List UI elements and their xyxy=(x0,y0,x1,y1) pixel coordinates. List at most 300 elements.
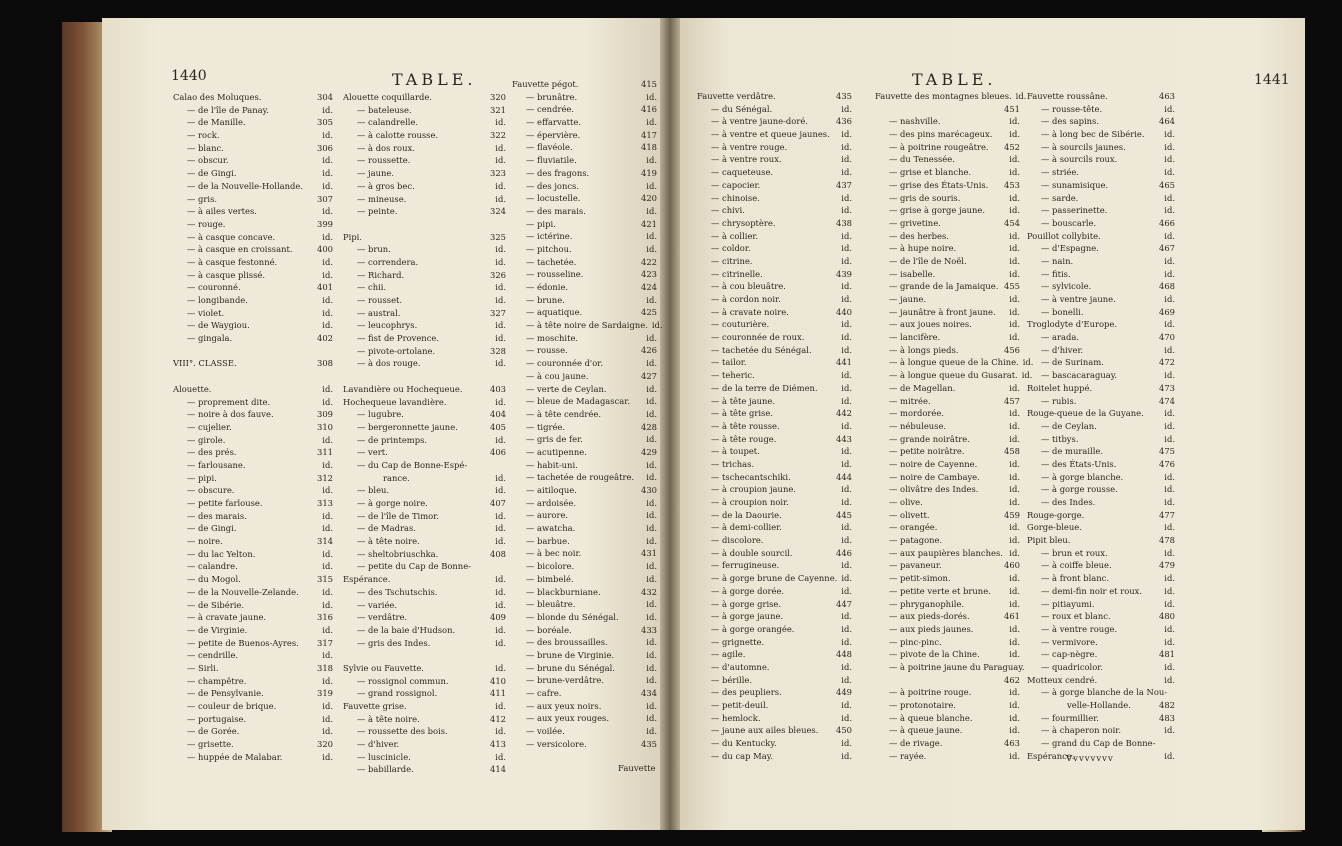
entry-page: id. xyxy=(841,192,852,203)
entry-page: 455 xyxy=(1004,281,1020,292)
entry-page: id. xyxy=(1009,471,1020,482)
index-entry xyxy=(875,369,1033,382)
index-entry xyxy=(1027,509,1175,522)
entry-term: — de Pensylvanie. xyxy=(187,688,264,699)
entry-term: — sylvicole. xyxy=(1041,281,1092,292)
entry-page: 454 xyxy=(1004,217,1020,228)
entry-term: — nashville. xyxy=(889,116,941,127)
index-entry xyxy=(173,345,333,358)
entry-term: — à collier. xyxy=(711,230,759,241)
entry-page: id. xyxy=(1021,370,1033,381)
index-entry xyxy=(697,534,852,547)
entry-page: id. xyxy=(1009,268,1020,279)
index-entry xyxy=(875,230,1020,243)
index-entry xyxy=(173,535,333,548)
entry-page: id. xyxy=(841,446,852,457)
index-entry xyxy=(1027,293,1175,306)
entry-page: id. xyxy=(1009,420,1020,431)
entry-term: — à ventre rouge. xyxy=(1041,623,1118,634)
entry-term: — à front blanc. xyxy=(1041,573,1110,584)
index-entry xyxy=(875,699,1020,712)
index-entry xyxy=(343,649,506,662)
entry-term: — des fragons. xyxy=(526,167,590,178)
entry-term: — de Gorée. xyxy=(187,726,240,737)
index-entry xyxy=(512,141,657,154)
index-entry xyxy=(512,560,657,573)
entry-page: 428 xyxy=(641,421,657,432)
entry-page: 413 xyxy=(490,739,506,750)
index-entry xyxy=(173,548,333,561)
entry-page: id. xyxy=(495,193,506,204)
entry-term: — de rivage. xyxy=(889,738,943,749)
entry-page: id. xyxy=(1009,535,1020,546)
entry-term: — cafre. xyxy=(526,688,562,698)
entry-page: 320 xyxy=(317,739,333,750)
entry-page: id. xyxy=(841,560,852,571)
entry-page: id. xyxy=(495,586,506,597)
entry-term: — calandrelle. xyxy=(357,117,419,128)
entry-term: — olivett. xyxy=(889,509,930,520)
entry-term: — de Waygiou. xyxy=(187,320,250,331)
entry-term: — violet. xyxy=(187,307,225,318)
entry-page: id. xyxy=(841,458,852,469)
index-entry xyxy=(173,586,333,599)
entry-term: — phryganophile. xyxy=(889,598,965,609)
index-entry xyxy=(1027,395,1175,408)
index-entry xyxy=(1027,699,1175,712)
entry-term: — des marais. xyxy=(526,205,586,216)
index-entry xyxy=(343,713,506,726)
index-entry xyxy=(697,115,852,128)
index-entry xyxy=(697,395,852,408)
entry-term: — portugaise. xyxy=(187,713,247,724)
index-entry xyxy=(697,737,852,750)
index-entry xyxy=(343,205,506,218)
entry-term: — à ventre rouge. xyxy=(711,141,788,152)
index-entry xyxy=(512,598,657,611)
entry-term: — du Tenessée. xyxy=(889,154,955,165)
entry-page: 453 xyxy=(1004,179,1020,190)
entry-page: id. xyxy=(646,243,657,254)
index-entry xyxy=(173,383,333,396)
index-entry xyxy=(697,153,852,166)
entry-term: — grande de la Jamaique. xyxy=(889,281,999,292)
entry-term: — à ventre roux. xyxy=(711,154,782,165)
index-entry xyxy=(875,686,1020,699)
index-entry xyxy=(875,737,1020,750)
entry-page: id. xyxy=(646,396,657,407)
entry-page: id. xyxy=(322,459,333,470)
entry-page: 442 xyxy=(836,408,852,419)
entry-page: id. xyxy=(1164,408,1175,419)
entry-term: — caqueteuse. xyxy=(711,167,774,178)
entry-term: — ardoisée. xyxy=(526,497,576,508)
index-entry xyxy=(343,345,506,358)
index-entry xyxy=(173,205,333,218)
index-entry xyxy=(173,180,333,193)
index-entry xyxy=(512,78,657,91)
entry-term: — grand du Cap de Bonne- xyxy=(1041,738,1156,749)
entry-term: — des herbes. xyxy=(889,230,949,241)
entry-page: 318 xyxy=(317,662,333,673)
index-entry xyxy=(697,648,852,661)
entry-page: id. xyxy=(1009,687,1020,698)
index-entry xyxy=(343,472,506,485)
entry-page: id. xyxy=(841,700,852,710)
entry-page: id. xyxy=(646,358,657,369)
entry-page: id. xyxy=(646,383,657,394)
index-entry xyxy=(512,268,657,281)
index-entry xyxy=(512,306,657,319)
entry-term: — noire à dos fauve. xyxy=(187,409,274,420)
entry-page: 451 xyxy=(1004,103,1020,114)
entry-page: 410 xyxy=(490,675,506,686)
index-entry xyxy=(512,332,657,345)
entry-page: 435 xyxy=(641,738,657,749)
entry-term: — des États-Unis. xyxy=(1041,458,1117,469)
entry-term: — luscinicle. xyxy=(357,751,411,762)
entry-term: — à cou bleuâtre. xyxy=(711,281,786,292)
index-entry xyxy=(1027,712,1175,725)
entry-page: id. xyxy=(495,624,506,635)
entry-term: — pavaneur. xyxy=(889,560,942,571)
index-entry xyxy=(1027,458,1175,471)
index-entry xyxy=(697,509,852,522)
index-entry xyxy=(512,230,657,243)
index-entry xyxy=(1027,344,1175,357)
entry-term: — à sourcils jaunes. xyxy=(1041,141,1126,152)
entry-page: id. xyxy=(1164,103,1175,114)
entry-term: — à gorge blanche de la Nou- xyxy=(1041,687,1168,698)
entry-term: — à gorge brune de Cayenne. xyxy=(711,573,838,584)
entry-term: — à cou jaune. xyxy=(526,370,589,381)
entry-page: 429 xyxy=(641,446,657,457)
entry-term: — à tête rouge. xyxy=(711,433,777,444)
entry-term: — ictérine. xyxy=(526,231,573,242)
entry-page: 311 xyxy=(317,447,333,458)
entry-term: — pivote de la Chine. xyxy=(889,649,980,660)
entry-term: — huppée de Malabar. xyxy=(187,751,283,762)
entry-page: 313 xyxy=(317,498,333,508)
entry-term: — effarvatte. xyxy=(526,117,582,128)
entry-term: — à ailes vertes. xyxy=(187,206,257,217)
entry-term: — grand rossignol. xyxy=(357,688,438,699)
entry-term: — de Virginie. xyxy=(187,624,248,635)
index-entry xyxy=(1027,610,1175,623)
entry-term: — versicolore. xyxy=(526,738,587,749)
index-entry xyxy=(343,116,506,129)
index-entry xyxy=(173,370,333,383)
entry-page: 446 xyxy=(836,547,852,558)
entry-page: 400 xyxy=(317,244,333,255)
entry-page: id. xyxy=(646,408,657,419)
entry-term: — à tête grise. xyxy=(711,408,773,419)
entry-page: id. xyxy=(841,382,852,393)
entry-term: — de la Nouvelle-Zelande. xyxy=(187,586,299,597)
entry-page: id. xyxy=(322,561,333,572)
entry-page: id. xyxy=(322,130,333,141)
entry-page: id. xyxy=(646,231,657,242)
index-entry xyxy=(1027,90,1175,103)
entry-page: 469 xyxy=(1159,306,1175,317)
index-entry xyxy=(343,611,506,624)
entry-page: id. xyxy=(1009,332,1020,343)
entry-term: — blackburniane. xyxy=(526,586,601,597)
entry-term: — titbys. xyxy=(1041,433,1079,444)
entry-term: — roux et blanc. xyxy=(1041,611,1111,622)
index-entry xyxy=(875,115,1020,128)
index-entry xyxy=(343,725,506,738)
right-page-heading: TABLE. xyxy=(912,70,997,89)
entry-page: id. xyxy=(841,661,852,672)
entry-term: — vert. xyxy=(357,447,388,458)
index-entry xyxy=(875,306,1020,319)
entry-term: — longibande. xyxy=(187,295,248,305)
index-entry xyxy=(1027,420,1175,433)
entry-term: — de Gingi. xyxy=(187,523,237,534)
entry-page: id. xyxy=(1009,636,1020,647)
entry-term: Motteux cendré. xyxy=(1027,674,1098,685)
entry-term: — de la Daourie. xyxy=(711,509,782,520)
entry-page: id. xyxy=(841,585,852,596)
entry-page: 319 xyxy=(317,688,333,699)
entry-page: 423 xyxy=(641,269,657,280)
index-entry xyxy=(512,636,657,649)
entry-term: — bascacaraguay. xyxy=(1041,370,1118,381)
index-entry xyxy=(1027,674,1175,687)
entry-term: — de la Nouvelle-Hollande. xyxy=(187,180,304,191)
entry-term: — rousseline. xyxy=(526,269,584,280)
entry-term: — olivâtre des Indes. xyxy=(889,484,979,495)
entry-page: 472 xyxy=(1159,357,1175,368)
entry-term: — petite verte et brune. xyxy=(889,585,991,596)
entry-term: — de muraille. xyxy=(1041,446,1104,457)
entry-page: 325 xyxy=(490,231,506,242)
index-entry xyxy=(512,649,657,662)
index-entry xyxy=(343,91,506,104)
entry-term: Sylvie ou Fauvette. xyxy=(343,662,424,673)
left-page-number: 1440 xyxy=(171,68,207,84)
entry-page: id. xyxy=(841,319,852,330)
entry-page: id. xyxy=(1009,649,1020,660)
entry-term: — quadricolor. xyxy=(1041,661,1104,672)
entry-term: — à ventre et queue jaunes. xyxy=(711,129,830,140)
entry-term: Rouge-gorge. xyxy=(1027,509,1085,520)
entry-term: — à double sourcil. xyxy=(711,547,793,558)
entry-page: id. xyxy=(841,535,852,546)
entry-term: — chrysoptère. xyxy=(711,217,776,228)
entry-page: 449 xyxy=(836,687,852,698)
entry-term: Lavandière ou Hochequeue. xyxy=(343,383,463,394)
index-entry xyxy=(173,725,333,738)
index-entry xyxy=(697,483,852,496)
entry-page: 467 xyxy=(1159,243,1175,254)
entry-term: — rousse. xyxy=(526,345,568,356)
index-entry xyxy=(343,180,506,193)
entry-page: id. xyxy=(1009,382,1020,393)
entry-page: id. xyxy=(841,611,852,622)
entry-page: id. xyxy=(1009,255,1020,266)
entry-page: 461 xyxy=(1004,611,1020,622)
entry-page: 414 xyxy=(490,764,506,775)
index-entry xyxy=(875,166,1020,179)
entry-term: Fauvette pégot. xyxy=(512,79,579,89)
entry-term: Espérance. xyxy=(1027,750,1075,761)
entry-term: — chinoise. xyxy=(711,192,760,203)
entry-term: — pipi. xyxy=(187,472,217,483)
index-entry xyxy=(343,573,506,586)
entry-term: — du cap May. xyxy=(711,750,774,761)
index-entry xyxy=(1027,445,1175,458)
entry-term: — peinte. xyxy=(357,206,398,217)
entry-page: 408 xyxy=(490,548,506,559)
entry-term: — cendrée. xyxy=(526,104,575,115)
entry-page: 445 xyxy=(836,509,852,520)
entry-page: 473 xyxy=(1159,382,1175,393)
entry-page: id. xyxy=(495,117,506,128)
entry-page: id. xyxy=(1009,319,1020,330)
index-entry xyxy=(697,445,852,458)
entry-page: id. xyxy=(646,611,657,622)
entry-term: — couronnée d'or. xyxy=(526,358,604,369)
entry-page: 437 xyxy=(836,179,852,190)
entry-term: — grisette. xyxy=(187,739,234,750)
entry-page: id. xyxy=(1164,294,1175,304)
index-entry xyxy=(512,662,657,675)
entry-page: id. xyxy=(1009,116,1020,127)
entry-term: — petite de Buenos-Ayres. xyxy=(187,637,299,648)
index-entry xyxy=(512,611,657,624)
entry-page: 456 xyxy=(1004,344,1020,355)
index-entry xyxy=(1027,471,1175,484)
index-entry xyxy=(343,446,506,459)
entry-term: — à croupion jaune. xyxy=(711,484,796,495)
index-entry xyxy=(173,91,333,104)
entry-term: — awatcha. xyxy=(526,523,576,534)
entry-page: id. xyxy=(841,294,852,304)
entry-page: 459 xyxy=(1004,509,1020,520)
entry-page: id. xyxy=(322,320,333,331)
index-entry xyxy=(173,116,333,129)
entry-page: 479 xyxy=(1159,560,1175,571)
index-entry xyxy=(1027,141,1175,154)
entry-page: id. xyxy=(1164,636,1175,647)
entry-term: — de printemps. xyxy=(357,434,428,445)
entry-term: — à gorge dorée. xyxy=(711,585,785,596)
entry-page: 430 xyxy=(641,485,657,495)
index-entry xyxy=(512,319,663,332)
entry-term: — coldor. xyxy=(711,243,751,254)
entry-page: id. xyxy=(646,535,657,546)
index-entry xyxy=(512,218,657,231)
index-entry xyxy=(875,153,1020,166)
index-entry xyxy=(173,421,333,434)
entry-page: 315 xyxy=(317,574,333,585)
index-entry xyxy=(875,572,1020,585)
index-entry xyxy=(875,636,1020,649)
entry-page: 422 xyxy=(641,256,657,267)
entry-page: 441 xyxy=(836,357,852,368)
index-entry xyxy=(875,255,1020,268)
entry-term: — fitis. xyxy=(1041,268,1071,279)
entry-term: — de Magellan. xyxy=(889,382,956,393)
entry-term: — pitchou. xyxy=(526,243,572,254)
index-entry xyxy=(875,724,1020,737)
entry-page: id. xyxy=(495,637,506,648)
entry-page: id. xyxy=(1009,243,1020,254)
entry-term: — moschite. xyxy=(526,332,579,343)
index-entry xyxy=(697,521,852,534)
entry-page: id. xyxy=(1009,725,1020,736)
entry-term: — gris de fer. xyxy=(526,434,583,445)
index-entry xyxy=(343,763,506,776)
entry-page: id. xyxy=(1164,585,1175,596)
entry-term: — arada. xyxy=(1041,332,1080,343)
index-entry xyxy=(343,459,506,472)
entry-page: 462 xyxy=(1004,674,1020,685)
entry-page: id. xyxy=(495,662,506,673)
entry-page: id. xyxy=(841,750,852,761)
entry-page: 405 xyxy=(490,421,506,432)
index-entry xyxy=(697,547,852,560)
entry-page: id. xyxy=(841,154,852,165)
entry-page: id. xyxy=(322,586,333,597)
entry-term: — des Tschutschis. xyxy=(357,586,438,597)
entry-page: 435 xyxy=(836,91,852,101)
entry-term: — grise des États-Unis. xyxy=(889,179,989,190)
index-entry xyxy=(1027,483,1175,496)
index-entry xyxy=(875,496,1020,509)
index-entry xyxy=(173,522,333,535)
entry-term: — cujelier. xyxy=(187,421,232,432)
entry-term: — aux pieds-dorés. xyxy=(889,611,970,622)
index-entry xyxy=(512,509,657,522)
index-entry xyxy=(697,128,852,141)
entry-term: — striée. xyxy=(1041,167,1079,178)
index-entry xyxy=(1027,128,1175,141)
entry-term: — grivetine. xyxy=(889,217,941,228)
entry-page: id. xyxy=(1164,661,1175,672)
entry-term: — à gros bec. xyxy=(357,180,415,191)
entry-term: — aux yeux rouges. xyxy=(526,713,609,724)
index-entry xyxy=(173,281,333,294)
index-entry xyxy=(343,307,506,320)
index-entry xyxy=(1027,623,1175,636)
entry-page: 438 xyxy=(836,217,852,228)
entry-page: 304 xyxy=(317,92,333,102)
entry-page: id. xyxy=(646,91,657,102)
index-entry xyxy=(875,623,1020,636)
index-entry xyxy=(343,535,506,548)
index-entry xyxy=(1027,115,1175,128)
entry-term: — édonie. xyxy=(526,282,569,292)
index-entry xyxy=(512,573,657,586)
index-entry xyxy=(173,510,333,523)
entry-term: — fluviatile. xyxy=(526,155,577,166)
entry-term: — passerinette. xyxy=(1041,205,1108,216)
entry-page: id. xyxy=(1164,497,1175,507)
entry-term: — champêtre. xyxy=(187,675,247,686)
entry-term: — trichas. xyxy=(711,458,755,469)
index-entry xyxy=(697,471,852,484)
entry-page: id. xyxy=(841,573,853,584)
entry-page: id. xyxy=(1164,420,1175,431)
entry-page: id. xyxy=(646,649,657,660)
index-entry xyxy=(343,294,506,307)
index-entry xyxy=(875,458,1020,471)
index-entry xyxy=(875,750,1020,763)
index-entry xyxy=(173,104,333,117)
